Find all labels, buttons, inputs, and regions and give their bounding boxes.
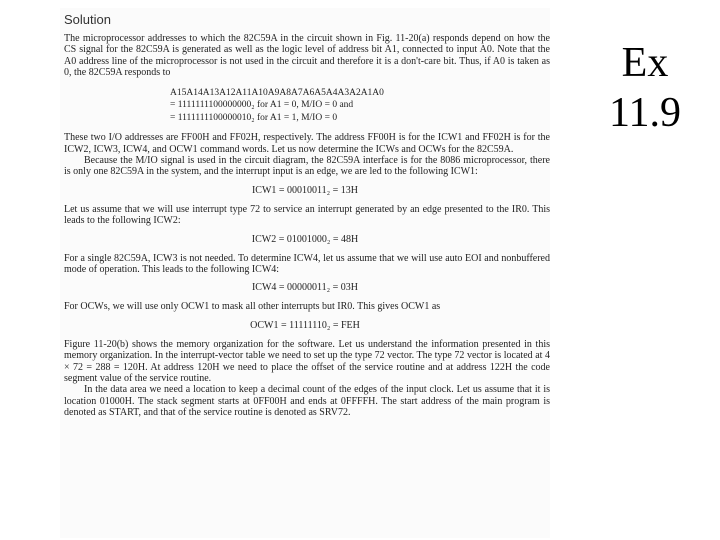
- paragraph-ocw-intro: For OCWs, we will use only OCW1 to mask all other interrupts but IR0. This gives OCW1 as: [64, 301, 441, 313]
- paragraph-data-area: In the data area we need a location to keep a decimal count of the edges of the input clock. Let us assume that it is location 01000H. The stack segment starts at 0FF00H and ends at 0FFFFH. The start address of the main program is denoted as START, and that of the service routine is denoted as SRV72.: [64, 384, 550, 419]
- address-line-2: = 1111111100000010₂ for A1 = 1, M/IO = 0: [170, 112, 338, 123]
- paragraph-addresses: The microprocessor addresses to which the 82C59A in the circuit shown in Fig. 11-20(a) responds depend on how the CS signal for the 82C59A is generated as well as the logic level of address bit A1, connected to input A0. Note that the A0 address line of the microprocessor is not used in the circuit and therefore it is a don't-care bit. Thus, if A0 is taken as 0, the 82C59A responds to: [64, 33, 550, 79]
- paragraph-io-addresses: These two I/O addresses are FF00H and FF02H, respectively. The address FF00H is for the ICW1 and FF02H is for the ICW2, ICW3, ICW4, and OCW1 command words. Let us now determine the ICWs and OCWs for the 82C59A.: [64, 132, 550, 155]
- equation-ocw1: OCW1 = 11111110₂ = FEH: [250, 319, 360, 331]
- address-equations: [170, 87, 550, 125]
- example-label-number: 11.9: [609, 90, 681, 136]
- example-label: [590, 38, 700, 138]
- address-bits-header: A15A14A13A12A11A10A9A8A7A6A5A4A3A2A1A0: [170, 87, 384, 98]
- paragraph-memory-organization: Figure 11-20(b) shows the memory organization for the software. Let us understand the information presented in this memory organization. In the interrupt-vector table we need to set up the type 72 vector. The type 72 vector is located at 4 × 72 = 288 = 120H. At address 120H we need to place the offset of the service routine and at address 122H the code segment value of the service routine.: [64, 338, 550, 384]
- address-line-1: = 1111111100000000₂ for A1 = 0, M/IO = 0 and: [170, 100, 354, 111]
- equation-icw4: ICW4 = 00000011₂ = 03H: [251, 282, 359, 294]
- paragraph-icw2-intro: Let us assume that we will use interrupt type 72 to service an interrupt generated by an edge presented to the IR0. This leads to the following ICW2:: [64, 203, 550, 227]
- paragraph-icw1-intro: Because the M/IO signal is used in the circuit diagram, the 82C59A interface is for the 8086 microprocessor, there is only one 82C59A in the system, and the interrupt input is an edge, we are led to the following ICW1:: [64, 154, 550, 178]
- equation-icw1: ICW1 = 00010011₂ = 13H: [251, 184, 359, 196]
- paragraph-icw4-intro: For a single 82C59A, ICW3 is not needed. To determine ICW4, let us assume that we will use auto EOI and nonbuffered mode of operation. This leads to the following ICW4:: [64, 252, 550, 275]
- solution-heading: Solution: [64, 12, 111, 27]
- scanned-page: [60, 8, 550, 538]
- example-label-word: Ex: [621, 40, 669, 86]
- equation-icw2: ICW2 = 01001000₂ = 48H: [251, 233, 359, 245]
